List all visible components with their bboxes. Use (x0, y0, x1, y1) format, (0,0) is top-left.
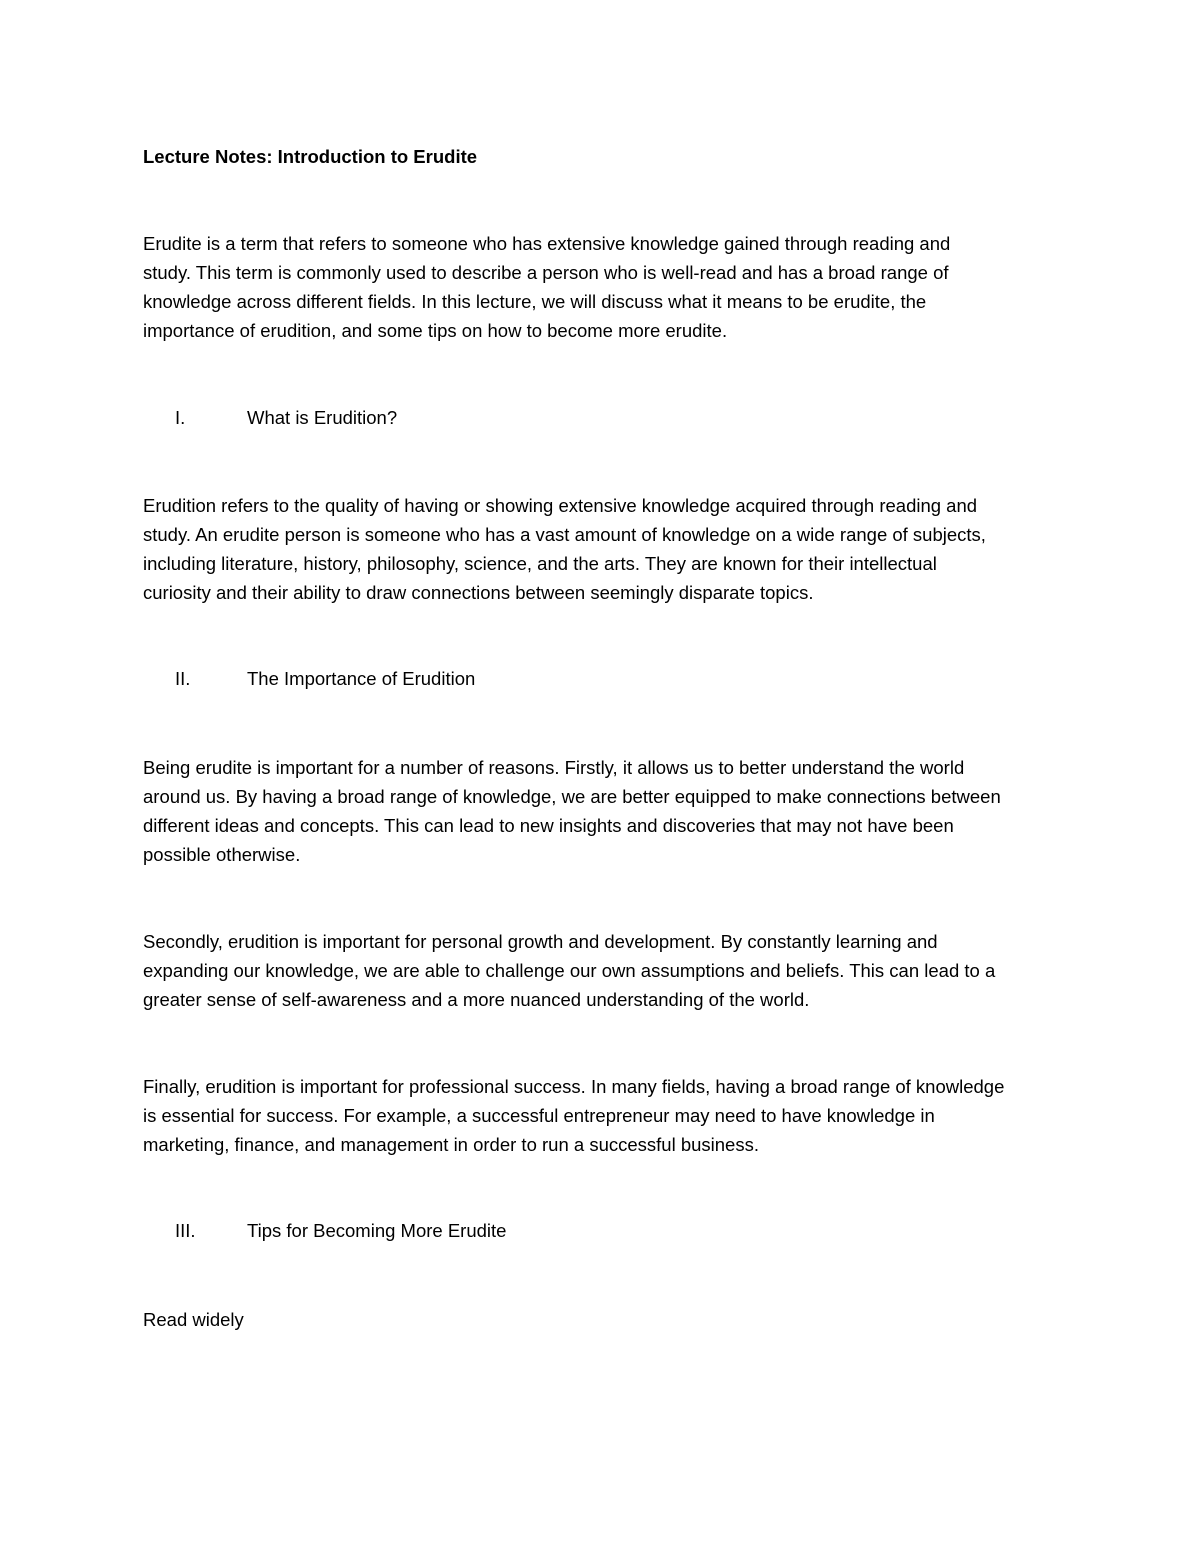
section-1-number: I. (175, 407, 186, 428)
intro-paragraph (143, 229, 1073, 345)
section-2-paragraph-1 (143, 753, 1073, 869)
section-3-tip (143, 1305, 1073, 1334)
section-2-p2-line: Secondly, erudition is important for personal growth and development. By constantly learning and (143, 931, 938, 952)
intro-line: importance of erudition, and some tips on how to become more erudite. (143, 320, 728, 341)
section-1-title: What is Erudition? (247, 407, 398, 428)
section-2-p2-line: greater sense of self-awareness and a more nuanced understanding of the world. (143, 989, 810, 1010)
section-2-paragraph-2 (143, 927, 1073, 1014)
intro-line: knowledge across different fields. In this lecture, we will discuss what it means to be erudite, the (143, 291, 927, 312)
document-title: Lecture Notes: Introduction to Erudite (143, 146, 478, 167)
section-2-p2-line: expanding our knowledge, we are able to challenge our own assumptions and beliefs. This can lead to a (143, 960, 996, 981)
section-2-p1-line: around us. By having a broad range of knowledge, we are better equipped to make connections between (143, 786, 1001, 807)
section-3-number: III. (175, 1220, 196, 1241)
section-1-line: Erudition refers to the quality of having or showing extensive knowledge acquired through reading and (143, 495, 978, 516)
section-1-line: study. An erudite person is someone who has a vast amount of knowledge on a wide range of subjects, (143, 524, 986, 545)
section-1-line: curiosity and their ability to draw connections between seemingly disparate topics. (143, 582, 814, 603)
section-3-title: Tips for Becoming More Erudite (247, 1220, 507, 1241)
section-1-line: including literature, history, philosophy, science, and the arts. They are known for their intellectual (143, 553, 937, 574)
section-2-p3-line: Finally, erudition is important for professional success. In many fields, having a broad range of knowledge (143, 1076, 1005, 1097)
section-2-p1-line: possible otherwise. (143, 844, 301, 865)
section-2-p3-line: is essential for success. For example, a successful entrepreneur may need to have knowledge in (143, 1105, 935, 1126)
intro-line: study. This term is commonly used to describe a person who is well-read and has a broad range of (143, 262, 949, 283)
section-1-paragraph (143, 491, 1073, 607)
tip-line: Read widely (143, 1309, 244, 1330)
section-2-paragraph-3 (143, 1072, 1073, 1159)
section-2-p3-line: marketing, finance, and management in order to run a successful business. (143, 1134, 759, 1155)
section-2-title: The Importance of Erudition (247, 668, 476, 689)
section-2-p1-line: different ideas and concepts. This can lead to new insights and discoveries that may not have been (143, 815, 954, 836)
section-2-number: II. (175, 668, 191, 689)
intro-line: Erudite is a term that refers to someone who has extensive knowledge gained through reading and (143, 233, 951, 254)
section-2-p1-line: Being erudite is important for a number of reasons. Firstly, it allows us to better understand the world (143, 757, 965, 778)
